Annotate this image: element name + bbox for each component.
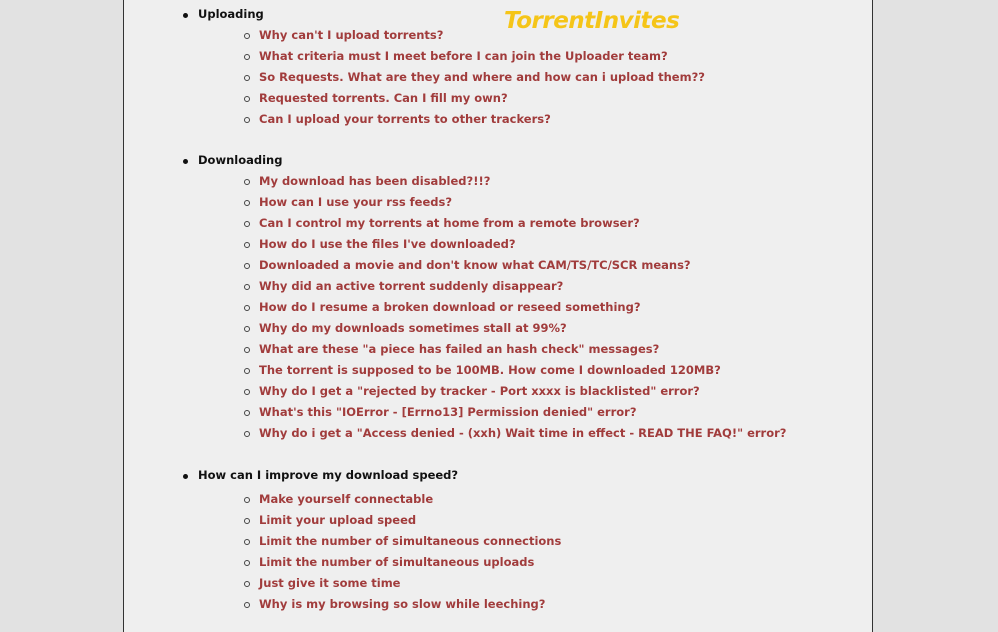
faq-link[interactable]: What criteria must I meet before I can join the Uploader team?: [259, 46, 668, 67]
faq-link[interactable]: Can I upload your torrents to other trackers?: [259, 109, 551, 130]
circle-bullet-icon: [244, 368, 250, 374]
circle-bullet-icon: [244, 497, 250, 503]
faq-link[interactable]: Why do i get a "Access denied - (xxh) Wait time in effect - READ THE FAQ!" error?: [259, 423, 786, 444]
circle-bullet-icon: [244, 326, 250, 332]
section-title: Downloading: [198, 153, 283, 167]
faq-link[interactable]: Make yourself connectable: [259, 489, 433, 510]
torrentinvites-logo: TorrentInvites: [504, 8, 680, 34]
faq-link[interactable]: Why did an active torrent suddenly disappear?: [259, 276, 563, 297]
faq-link[interactable]: What's this "IOError - [Errno13] Permission denied" error?: [259, 402, 637, 423]
section-title: How can I improve my download speed?: [198, 468, 459, 482]
circle-bullet-icon: [244, 581, 250, 587]
faq-link[interactable]: My download has been disabled?!!?: [259, 171, 490, 192]
section-title: Uploading: [198, 7, 264, 21]
circle-bullet-icon: [244, 75, 250, 81]
faq-link[interactable]: Limit the number of simultaneous uploads: [259, 552, 534, 573]
faq-link[interactable]: Requested torrents. Can I fill my own?: [259, 88, 508, 109]
circle-bullet-icon: [244, 539, 250, 545]
faq-link[interactable]: Just give it some time: [259, 573, 400, 594]
circle-bullet-icon: [244, 431, 250, 437]
faq-link[interactable]: Why can't I upload torrents?: [259, 25, 443, 46]
circle-bullet-icon: [244, 263, 250, 269]
circle-bullet-icon: [244, 221, 250, 227]
circle-bullet-icon: [244, 347, 250, 353]
faq-link[interactable]: So Requests. What are they and where and how can i upload them??: [259, 67, 705, 88]
circle-bullet-icon: [244, 200, 250, 206]
circle-bullet-icon: [244, 179, 250, 185]
faq-link[interactable]: Why do I get a "rejected by tracker - Port xxxx is blacklisted" error?: [259, 381, 700, 402]
disc-bullet-icon: [183, 159, 188, 164]
faq-link[interactable]: Limit your upload speed: [259, 510, 416, 531]
circle-bullet-icon: [244, 410, 250, 416]
circle-bullet-icon: [244, 518, 250, 524]
disc-bullet-icon: [183, 13, 188, 18]
faq-link[interactable]: How do I resume a broken download or reseed something?: [259, 297, 641, 318]
circle-bullet-icon: [244, 54, 250, 60]
faq-link[interactable]: How can I use your rss feeds?: [259, 192, 452, 213]
circle-bullet-icon: [244, 242, 250, 248]
faq-link[interactable]: Why is my browsing so slow while leeching?: [259, 594, 545, 615]
faq-link[interactable]: Can I control my torrents at home from a remote browser?: [259, 213, 640, 234]
section-heading: [198, 4, 264, 25]
circle-bullet-icon: [244, 96, 250, 102]
faq-link[interactable]: Limit the number of simultaneous connections: [259, 531, 561, 552]
disc-bullet-icon: [183, 474, 188, 479]
circle-bullet-icon: [244, 284, 250, 290]
section-heading: [198, 150, 282, 171]
section-heading: [198, 465, 458, 486]
circle-bullet-icon: [244, 389, 250, 395]
circle-bullet-icon: [244, 560, 250, 566]
circle-bullet-icon: [244, 33, 250, 39]
faq-link[interactable]: What are these "a piece has failed an hash check" messages?: [259, 339, 659, 360]
faq-link[interactable]: Downloaded a movie and don't know what CAM/TS/TC/SCR means?: [259, 255, 691, 276]
circle-bullet-icon: [244, 602, 250, 608]
circle-bullet-icon: [244, 117, 250, 123]
faq-link[interactable]: Why do my downloads sometimes stall at 99%?: [259, 318, 567, 339]
faq-link[interactable]: The torrent is supposed to be 100MB. How come I downloaded 120MB?: [259, 360, 721, 381]
circle-bullet-icon: [244, 305, 250, 311]
faq-link[interactable]: How do I use the files I've downloaded?: [259, 234, 516, 255]
